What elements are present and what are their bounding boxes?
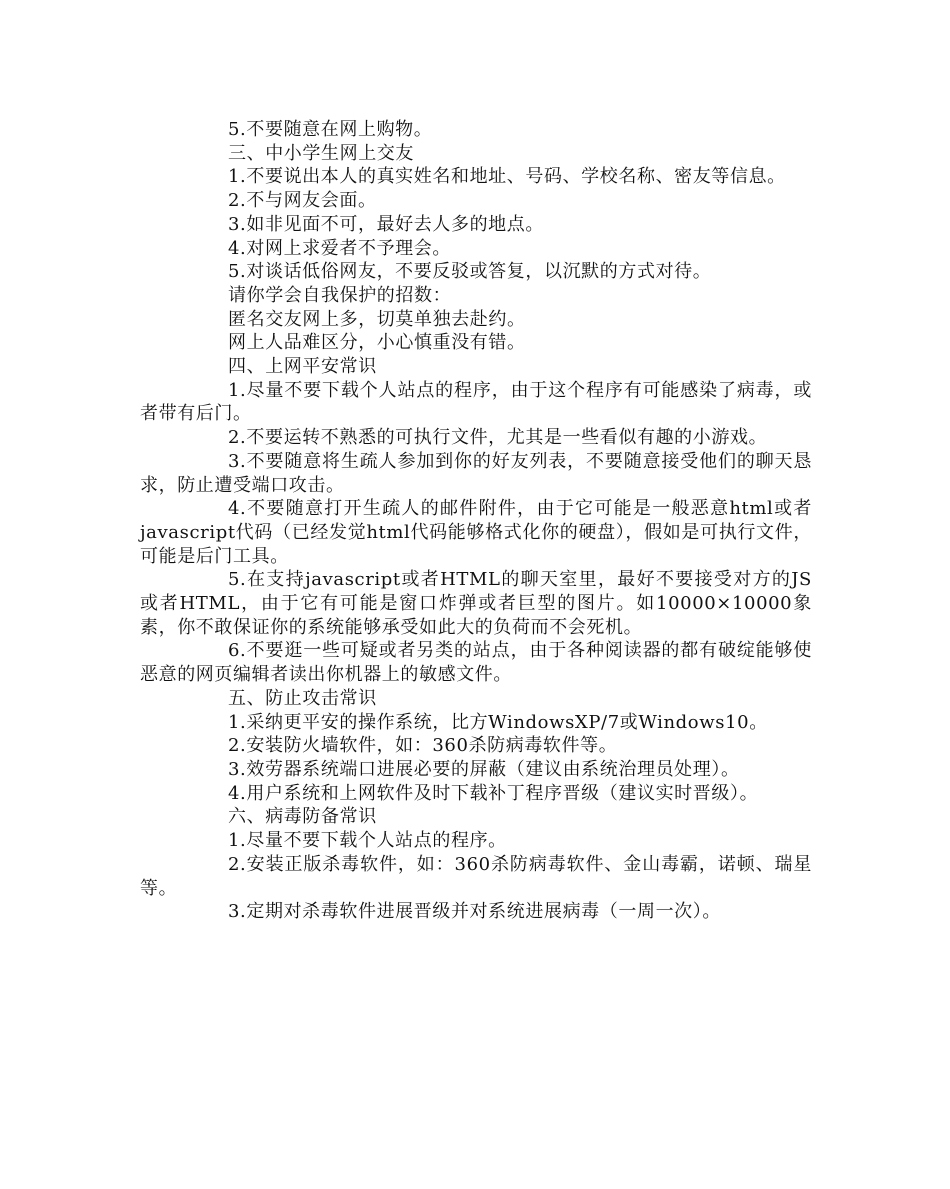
paragraph-safety-3: 3.不要随意将生疏人参加到你的好友列表，不要随意接受他们的聊天恳求，防止遭受端口攻击。 xyxy=(140,450,812,496)
paragraph-safety-4: 4.不要随意打开生疏人的邮件附件，由于它可能是一般恶意html或者javascript代码（已经发觉html代码能够格式化你的硬盘），假如是可执行文件，可能是后门工具。 xyxy=(140,498,812,567)
paragraph-attack-3: 3.效劳器系统端口进展必要的屏蔽（建议由系统治理员处理）。 xyxy=(228,758,740,780)
paragraph-self-protection: 请你学会自我保护的招数： xyxy=(228,284,452,306)
paragraph-safety-1: 1.尽量不要下载个人站点的程序，由于这个程序有可能感染了病毒，或者带有后门。 xyxy=(140,379,812,425)
paragraph-safety-6: 6.不要逛一些可疑或者另类的站点，由于各种阅读器的都有破绽能够使恶意的网页编辑者读出你机器上的敏感文件。 xyxy=(140,640,812,686)
paragraph-attack-1: 1.采纳更平安的操作系统，比方WindowsXP/7或Windows10。 xyxy=(228,711,768,733)
paragraph-privacy: 1.不要说出本人的真实姓名和地址、号码、学校名称、密友等信息。 xyxy=(228,166,786,188)
paragraph-virus-3: 3.定期对杀毒软件进展晋级并对系统进展病毒（一周一次）。 xyxy=(228,901,721,923)
heading-online-safety: 四、上网平安常识 xyxy=(228,356,377,378)
paragraph-virus-1: 1.尽量不要下载个人站点的程序。 xyxy=(228,830,507,852)
paragraph-crowded-place: 3.如非见面不可，最好去人多的地点。 xyxy=(228,213,544,235)
paragraph-attack-2: 2.安装防火墙软件，如：360杀防病毒软件等。 xyxy=(228,735,618,757)
document-body xyxy=(140,118,812,924)
paragraph-attack-4: 4.用户系统和上网软件及时下载补丁程序晋级（建议实时晋级）。 xyxy=(228,782,759,804)
paragraph-online-shopping: 5.不要随意在网上购物。 xyxy=(228,119,433,140)
paragraph-safety-2: 2.不要运转不熟悉的可执行文件，尤其是一些看似有趣的小游戏。 xyxy=(228,427,768,449)
paragraph-safety-5: 5.在支持javascript或者HTML的聊天室里，最好不要接受对方的JS或者HTML，由于它有可能是窗口炸弹或者巨型的图片。如10000×10000象素，你不敢保证你的系统能够承受如此大的负荷而不会死机。 xyxy=(140,569,812,638)
heading-online-friends: 三、中小学生网上交友 xyxy=(228,142,414,164)
paragraph-rhyme-2: 网上人品难区分，小心慎重没有错。 xyxy=(228,332,526,354)
paragraph-rhyme-1: 匿名交友网上多，切莫单独去赴约。 xyxy=(228,308,526,330)
paragraph-ignore-suitors: 4.对网上求爱者不予理会。 xyxy=(228,237,451,259)
paragraph-virus-2: 2.安装正版杀毒软件，如：360杀防病毒软件、金山毒霸，诺顿、瑞星等。 xyxy=(140,853,812,899)
heading-virus-prevention: 六、病毒防备常识 xyxy=(228,806,377,828)
heading-attack-prevention: 五、防止攻击常识 xyxy=(228,687,377,709)
paragraph-silence: 5.对谈话低俗网友，不要反驳或答复，以沉默的方式对待。 xyxy=(228,261,712,283)
paragraph-no-meeting: 2.不与网友会面。 xyxy=(228,190,377,212)
